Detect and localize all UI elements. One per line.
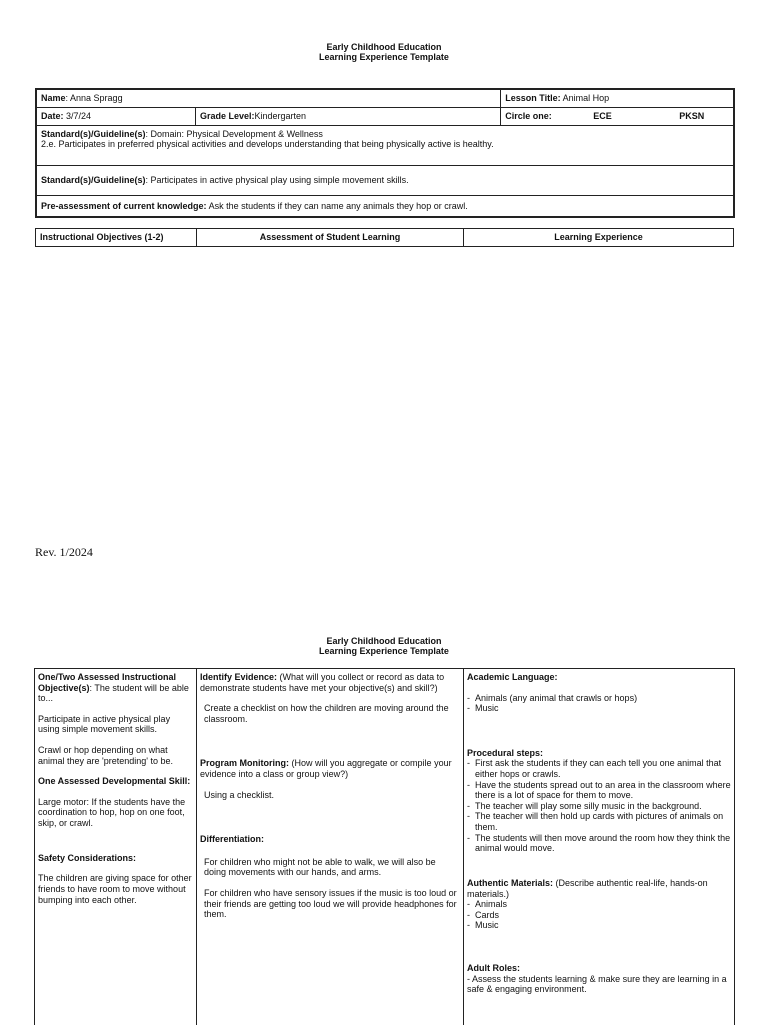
- standard1-cell: [36, 125, 734, 165]
- standard1-label: Standard(s)/Guideline(s): [41, 128, 146, 139]
- objective-label: One/Two Assessed Instructional Objective(s): [38, 672, 177, 693]
- list-item: - The teacher will play some silly music in the background.: [467, 801, 731, 812]
- materials-intro: [467, 878, 731, 899]
- name-label: Name: [41, 93, 66, 103]
- objective-intro: [38, 672, 193, 704]
- page2-header-line1: Early Childhood Education: [326, 636, 442, 646]
- list-item: - Music: [467, 920, 731, 931]
- adult-roles-text: - Assess the students learning & make sure they are learning in a safe & engaging environment.: [467, 973, 727, 995]
- lesson-title-cell: [501, 89, 734, 107]
- page2-header-line2: Learning Experience Template: [319, 646, 449, 656]
- date-cell: [36, 107, 196, 125]
- academic-language-list: [467, 693, 731, 714]
- objective-p1: Participate in active physical play using simple movement skills.: [38, 713, 171, 735]
- list-item: - Music: [467, 703, 731, 714]
- page1-header: [0, 42, 768, 62]
- differentiation-label: Differentiation:: [200, 834, 264, 845]
- preassessment-text: Ask the students if they can name any animals they hop or crawl.: [206, 200, 468, 211]
- preassessment-label: Pre-assessment of current knowledge:: [41, 200, 207, 211]
- list-item: - Animals (any animal that crawls or hops): [467, 693, 731, 704]
- col-header-learning: Learning Experience: [464, 229, 734, 247]
- safety-text: The children are giving space for other friends to have room to move without bumping into each other.: [38, 873, 192, 905]
- grade-cell: [196, 107, 501, 125]
- name-value: Anna Spragg: [70, 93, 123, 103]
- objective-p2: Crawl or hop depending on what animal they are 'pretending' to be.: [38, 745, 174, 766]
- differentiation-p1: For children who might not be able to walk, we will also be doing movements with our hands, and arms.: [204, 856, 436, 878]
- monitoring-intro: [200, 758, 460, 779]
- lesson-detail-table: [34, 668, 735, 1025]
- list-item: - Animals: [467, 899, 731, 910]
- lesson-title-value: Animal Hop: [562, 93, 610, 103]
- col-header-objectives: Instructional Objectives (1-2): [36, 229, 197, 247]
- list-item: - First ask the students if they can each tell you one animal that either hops or crawls.: [467, 758, 731, 779]
- procedural-steps-list: [467, 758, 731, 853]
- standard1-text: 2.e. Participates in preferred physical activities and develops understanding that being physically active is healthy.: [41, 139, 494, 150]
- monitoring-label: Program Monitoring:: [200, 758, 289, 769]
- col-header-assessment: Assessment of Student Learning: [197, 229, 464, 247]
- circle-option-ece: ECE: [593, 110, 612, 121]
- date-value: 3/7/24: [66, 110, 92, 121]
- evidence-prompt: (What will you collect or record as data to demonstrate students have met your objective(s) and skill?): [200, 672, 445, 693]
- assessment-column: [197, 669, 464, 1025]
- date-label: Date:: [41, 110, 64, 121]
- grade-label: Grade Level:: [200, 110, 255, 121]
- list-item: - The teacher will then hold up cards with pictures of animals on them.: [467, 811, 731, 832]
- safety-label: Safety Considerations:: [38, 852, 137, 863]
- lesson-title-label: Lesson Title:: [505, 93, 561, 103]
- standard2-label: Standard(s)/Guideline(s): [41, 174, 146, 185]
- learning-experience-column: [464, 669, 735, 1025]
- standard2-text: : Participates in active physical play using simple movement skills.: [145, 174, 409, 185]
- monitoring-text: Using a checklist.: [204, 789, 275, 800]
- circle-label: Circle one:: [505, 110, 552, 121]
- page2-header: [0, 636, 768, 656]
- circle-cell: [501, 107, 734, 125]
- academic-language-label: Academic Language:: [467, 672, 558, 682]
- dev-skill-text: Large motor: If the students have the coordination to hop, hop on one foot, skip, or crawl.: [38, 796, 186, 829]
- column-header-table: [35, 228, 734, 247]
- materials-prompt: (Describe authentic real-life, hands-on materials.): [467, 877, 708, 899]
- materials-label: Authentic Materials:: [467, 877, 554, 888]
- procedural-steps-label: Procedural steps:: [467, 747, 544, 758]
- revision-note: Rev. 1/2024: [35, 545, 93, 559]
- dev-skill-label: One Assessed Developmental Skill:: [38, 776, 191, 787]
- adult-roles-label: Adult Roles:: [467, 962, 520, 973]
- evidence-text: Create a checklist on how the children are moving around the classroom.: [204, 703, 449, 724]
- page1-header-line2: Learning Experience Template: [319, 52, 449, 62]
- monitoring-prompt: (How will you aggregate or compile your evidence into a class or group view?): [200, 758, 452, 780]
- evidence-intro: [200, 672, 460, 693]
- list-item: - Have the students spread out to an area in the classroom where there is a lot of space for them to move.: [467, 780, 731, 801]
- list-item: - Cards: [467, 910, 731, 921]
- name-cell: Name: Anna Spragg: [36, 89, 501, 107]
- materials-list: [467, 899, 731, 931]
- standard1-domain: : Domain: Physical Development & Wellness: [145, 128, 323, 139]
- objective-text: : The student will be able to...: [38, 682, 189, 704]
- differentiation-p2: For children who have sensory issues if the music is too loud or their friends are getting too loud we will provide headphones for them.: [204, 888, 457, 920]
- page1-header-line1: Early Childhood Education: [326, 42, 442, 52]
- circle-option-pksn: PKSN: [679, 110, 705, 121]
- lesson-info-table: [35, 88, 735, 218]
- list-item: - The students will then move around the room how they think the animal would move.: [467, 833, 731, 854]
- standard2-cell: [36, 165, 734, 195]
- grade-value: Kindergarten: [254, 110, 307, 121]
- preassessment-cell: [36, 195, 734, 217]
- evidence-label: Identify Evidence:: [200, 672, 278, 682]
- objectives-column: [35, 669, 197, 1025]
